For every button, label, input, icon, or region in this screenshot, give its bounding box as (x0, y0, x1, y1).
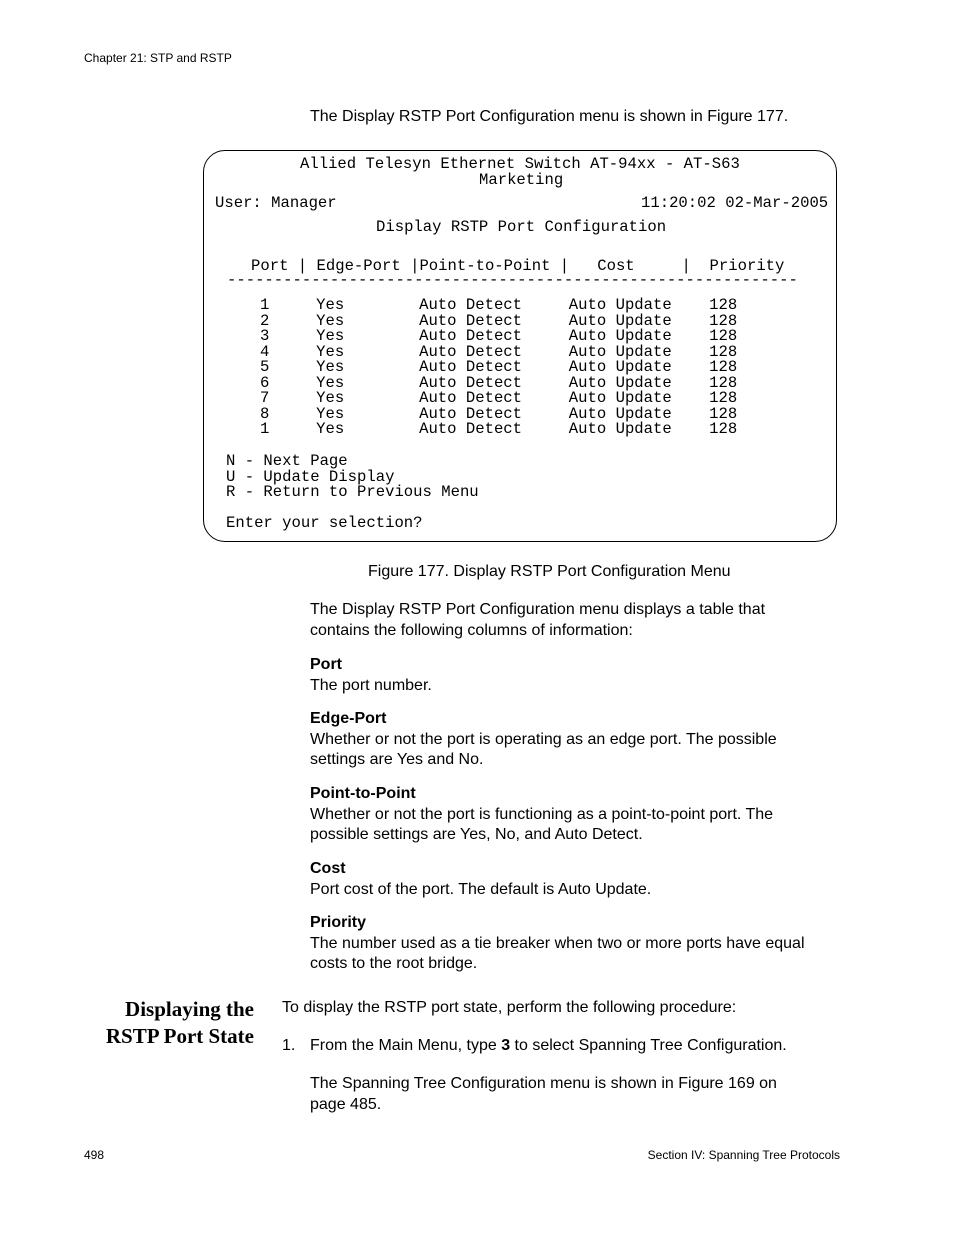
procedure-intro: To display the RSTP port state, perform the following procedure: (282, 999, 737, 1016)
table-row: 5 Yes Auto Detect Auto Update 128 (260, 358, 738, 376)
running-footer-section: Section IV: Spanning Tree Protocols (647, 1148, 840, 1162)
description-line: contains the following columns of information: (310, 621, 633, 639)
terminal-menu-title: Display RSTP Port Configuration (376, 218, 667, 236)
terminal-user: User: Manager (215, 194, 337, 212)
table-row: 1 Yes Auto Detect Auto Update 128 (260, 296, 738, 314)
step-text (310, 1037, 787, 1055)
definition-priority (310, 913, 845, 975)
definition-text: The port number. (310, 676, 432, 694)
intro-paragraph: The Display RSTP Port Configuration menu is shown in Figure 177. (310, 108, 789, 125)
description-paragraph (310, 600, 845, 641)
definition-term: Cost (310, 860, 346, 877)
terminal-subtitle: Marketing (479, 171, 564, 189)
definition-term: Point-to-Point (310, 785, 416, 802)
menu-option-return: R - Return to Previous Menu (226, 483, 479, 501)
definition-term: Port (310, 656, 342, 673)
definition-port (310, 655, 845, 696)
definition-cost (310, 859, 845, 900)
table-row: 6 Yes Auto Detect Auto Update 128 (260, 373, 738, 392)
definition-text: possible settings are Yes, No, and Auto Detect. (310, 826, 643, 843)
terminal-timestamp: 11:20:02 02-Mar-2005 (641, 194, 829, 212)
definition-edge-port (310, 709, 845, 771)
table-row: 2 Yes Auto Detect Auto Update 128 (260, 311, 738, 330)
page-number: 498 (84, 1148, 105, 1162)
terminal-separator: ------------------------------------------------------------- (227, 271, 798, 289)
definition-term: Edge-Port (310, 710, 387, 727)
section-heading (80, 996, 254, 1050)
table-row: 4 Yes Auto Detect Auto Update 128 (260, 342, 738, 361)
definition-text: costs to the root bridge. (310, 955, 478, 972)
menu-option-next-page: N - Next Page (226, 452, 348, 470)
section-heading-line: RSTP Port State (105, 1024, 254, 1048)
step-note (310, 1074, 845, 1115)
menu-option-update-display: U - Update Display (226, 467, 395, 486)
terminal-prompt: Enter your selection? (226, 514, 423, 532)
description-line: The Display RSTP Port Configuration menu displays a table that (310, 601, 766, 618)
definition-text: Port cost of the port. The default is Auto Update. (310, 880, 652, 898)
section-heading-line: Displaying the (125, 997, 254, 1021)
step-text-after: to select Spanning Tree Configuration. (510, 1037, 787, 1054)
table-row: 7 Yes Auto Detect Auto Update 128 (260, 389, 738, 407)
step-number: 1. (282, 1037, 296, 1054)
step-note-line: The Spanning Tree Configuration menu is shown in Figure 169 on (310, 1075, 777, 1092)
definition-term: Priority (310, 914, 367, 931)
definition-text: Whether or not the port is operating as an edge port. The possible (310, 730, 777, 748)
table-row: 3 Yes Auto Detect Auto Update 128 (260, 327, 738, 345)
definition-point-to-point (310, 784, 845, 846)
step-note-line: page 485. (310, 1095, 382, 1113)
step-text-before: From the Main Menu, type (310, 1037, 502, 1054)
terminal-screen (203, 150, 837, 542)
definition-text: Whether or not the port is functioning as a point-to-point port. The (310, 805, 774, 823)
terminal-table-header: Port | Edge-Port |Point-to-Point | Cost | Priority (251, 257, 785, 275)
terminal-title: Allied Telesyn Ethernet Switch AT-94xx - AT-S63 (300, 155, 740, 173)
table-row: 1 Yes Auto Detect Auto Update 128 (260, 420, 738, 438)
definition-text: settings are Yes and No. (310, 751, 484, 768)
step-key: 3 (501, 1037, 511, 1054)
figure-caption: Figure 177. Display RSTP Port Configuration Menu (368, 563, 731, 580)
definition-text: The number used as a tie breaker when two or more ports have equal (310, 934, 805, 952)
table-row: 8 Yes Auto Detect Auto Update 128 (260, 404, 738, 423)
running-header: Chapter 21: STP and RSTP (84, 51, 232, 65)
